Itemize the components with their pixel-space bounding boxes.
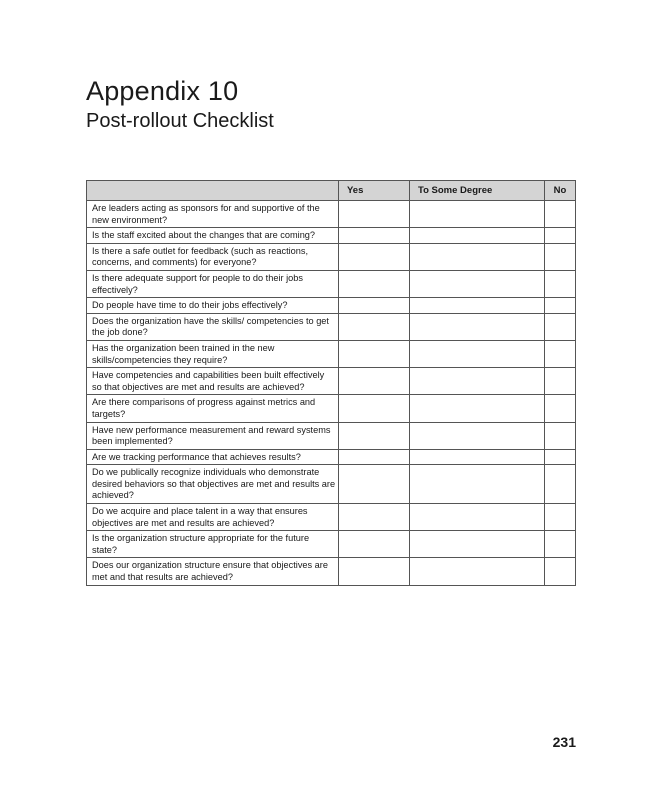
answer-no-cell[interactable] bbox=[545, 270, 576, 297]
answer-no-cell[interactable] bbox=[545, 243, 576, 270]
question-text: Is there adequate support for people to do their jobs effectively? bbox=[87, 270, 339, 297]
answer-no-cell[interactable] bbox=[545, 558, 576, 585]
answer-to-some-degree-cell[interactable] bbox=[410, 243, 545, 270]
answer-no-cell[interactable] bbox=[545, 395, 576, 422]
question-text: Have competencies and capabilities been built effectively so that objectives are met and results are achieved? bbox=[87, 368, 339, 395]
answer-yes-cell[interactable] bbox=[339, 340, 410, 367]
answer-yes-cell[interactable] bbox=[339, 368, 410, 395]
answer-no-cell[interactable] bbox=[545, 298, 576, 314]
checklist-table bbox=[86, 180, 576, 586]
table-row bbox=[87, 340, 576, 367]
answer-yes-cell[interactable] bbox=[339, 531, 410, 558]
table-row bbox=[87, 313, 576, 340]
question-text: Are there comparisons of progress against metrics and targets? bbox=[87, 395, 339, 422]
answer-to-some-degree-cell[interactable] bbox=[410, 368, 545, 395]
answer-no-cell[interactable] bbox=[545, 201, 576, 228]
table-row bbox=[87, 228, 576, 244]
answer-to-some-degree-cell[interactable] bbox=[410, 313, 545, 340]
answer-to-some-degree-cell[interactable] bbox=[410, 298, 545, 314]
answer-yes-cell[interactable] bbox=[339, 558, 410, 585]
question-text: Have new performance measurement and reward systems been implemented? bbox=[87, 422, 339, 449]
answer-no-cell[interactable] bbox=[545, 531, 576, 558]
answer-yes-cell[interactable] bbox=[339, 395, 410, 422]
answer-yes-cell[interactable] bbox=[339, 449, 410, 465]
answer-no-cell[interactable] bbox=[545, 422, 576, 449]
answer-no-cell[interactable] bbox=[545, 449, 576, 465]
answer-yes-cell[interactable] bbox=[339, 243, 410, 270]
table-row bbox=[87, 270, 576, 297]
table-row bbox=[87, 298, 576, 314]
answer-to-some-degree-cell[interactable] bbox=[410, 228, 545, 244]
question-text: Does our organization structure ensure that objectives are met and that results are achieved? bbox=[87, 558, 339, 585]
answer-no-cell[interactable] bbox=[545, 368, 576, 395]
answer-yes-cell[interactable] bbox=[339, 270, 410, 297]
answer-no-cell[interactable] bbox=[545, 465, 576, 504]
table-row bbox=[87, 531, 576, 558]
answer-yes-cell[interactable] bbox=[339, 422, 410, 449]
table-row bbox=[87, 395, 576, 422]
question-text: Is the organization structure appropriate for the future state? bbox=[87, 531, 339, 558]
table-row bbox=[87, 201, 576, 228]
answer-to-some-degree-cell[interactable] bbox=[410, 465, 545, 504]
question-text: Are leaders acting as sponsors for and supportive of the new environment? bbox=[87, 201, 339, 228]
answer-yes-cell[interactable] bbox=[339, 465, 410, 504]
answer-to-some-degree-cell[interactable] bbox=[410, 558, 545, 585]
answer-yes-cell[interactable] bbox=[339, 298, 410, 314]
answer-no-cell[interactable] bbox=[545, 504, 576, 531]
answer-yes-cell[interactable] bbox=[339, 313, 410, 340]
question-text: Is the staff excited about the changes that are coming? bbox=[87, 228, 339, 244]
question-text: Do we acquire and place talent in a way that ensures objectives are met and results are achieved? bbox=[87, 504, 339, 531]
table-row bbox=[87, 449, 576, 465]
answer-yes-cell[interactable] bbox=[339, 201, 410, 228]
answer-to-some-degree-cell[interactable] bbox=[410, 395, 545, 422]
header-yes: Yes bbox=[339, 181, 410, 201]
answer-to-some-degree-cell[interactable] bbox=[410, 422, 545, 449]
answer-no-cell[interactable] bbox=[545, 340, 576, 367]
answer-yes-cell[interactable] bbox=[339, 504, 410, 531]
table-row bbox=[87, 243, 576, 270]
appendix-subtitle: Post-rollout Checklist bbox=[86, 110, 274, 132]
answer-to-some-degree-cell[interactable] bbox=[410, 504, 545, 531]
answer-to-some-degree-cell[interactable] bbox=[410, 201, 545, 228]
appendix-title: Appendix 10 bbox=[86, 76, 239, 106]
header-no: No bbox=[545, 181, 576, 201]
answer-yes-cell[interactable] bbox=[339, 228, 410, 244]
question-text: Do people have time to do their jobs effectively? bbox=[87, 298, 339, 314]
answer-to-some-degree-cell[interactable] bbox=[410, 270, 545, 297]
table-row bbox=[87, 422, 576, 449]
header-to-some-degree: To Some Degree bbox=[410, 181, 545, 201]
question-text: Are we tracking performance that achieves results? bbox=[87, 449, 339, 465]
answer-no-cell[interactable] bbox=[545, 313, 576, 340]
page-number: 231 bbox=[552, 734, 576, 750]
question-text: Do we publically recognize individuals who demonstrate desired behaviors so that objectives are met and results are achieved? bbox=[87, 465, 339, 504]
table-row bbox=[87, 504, 576, 531]
table-header-row bbox=[87, 181, 576, 201]
question-text: Is there a safe outlet for feedback (such as reactions, concerns, and comments) for everyone? bbox=[87, 243, 339, 270]
question-text: Does the organization have the skills/ competencies to get the job done? bbox=[87, 313, 339, 340]
table-row bbox=[87, 558, 576, 585]
answer-to-some-degree-cell[interactable] bbox=[410, 531, 545, 558]
answer-to-some-degree-cell[interactable] bbox=[410, 340, 545, 367]
answer-no-cell[interactable] bbox=[545, 228, 576, 244]
answer-to-some-degree-cell[interactable] bbox=[410, 449, 545, 465]
question-text: Has the organization been trained in the new skills/competencies they require? bbox=[87, 340, 339, 367]
table-row bbox=[87, 465, 576, 504]
header-question bbox=[87, 181, 339, 201]
table-row bbox=[87, 368, 576, 395]
